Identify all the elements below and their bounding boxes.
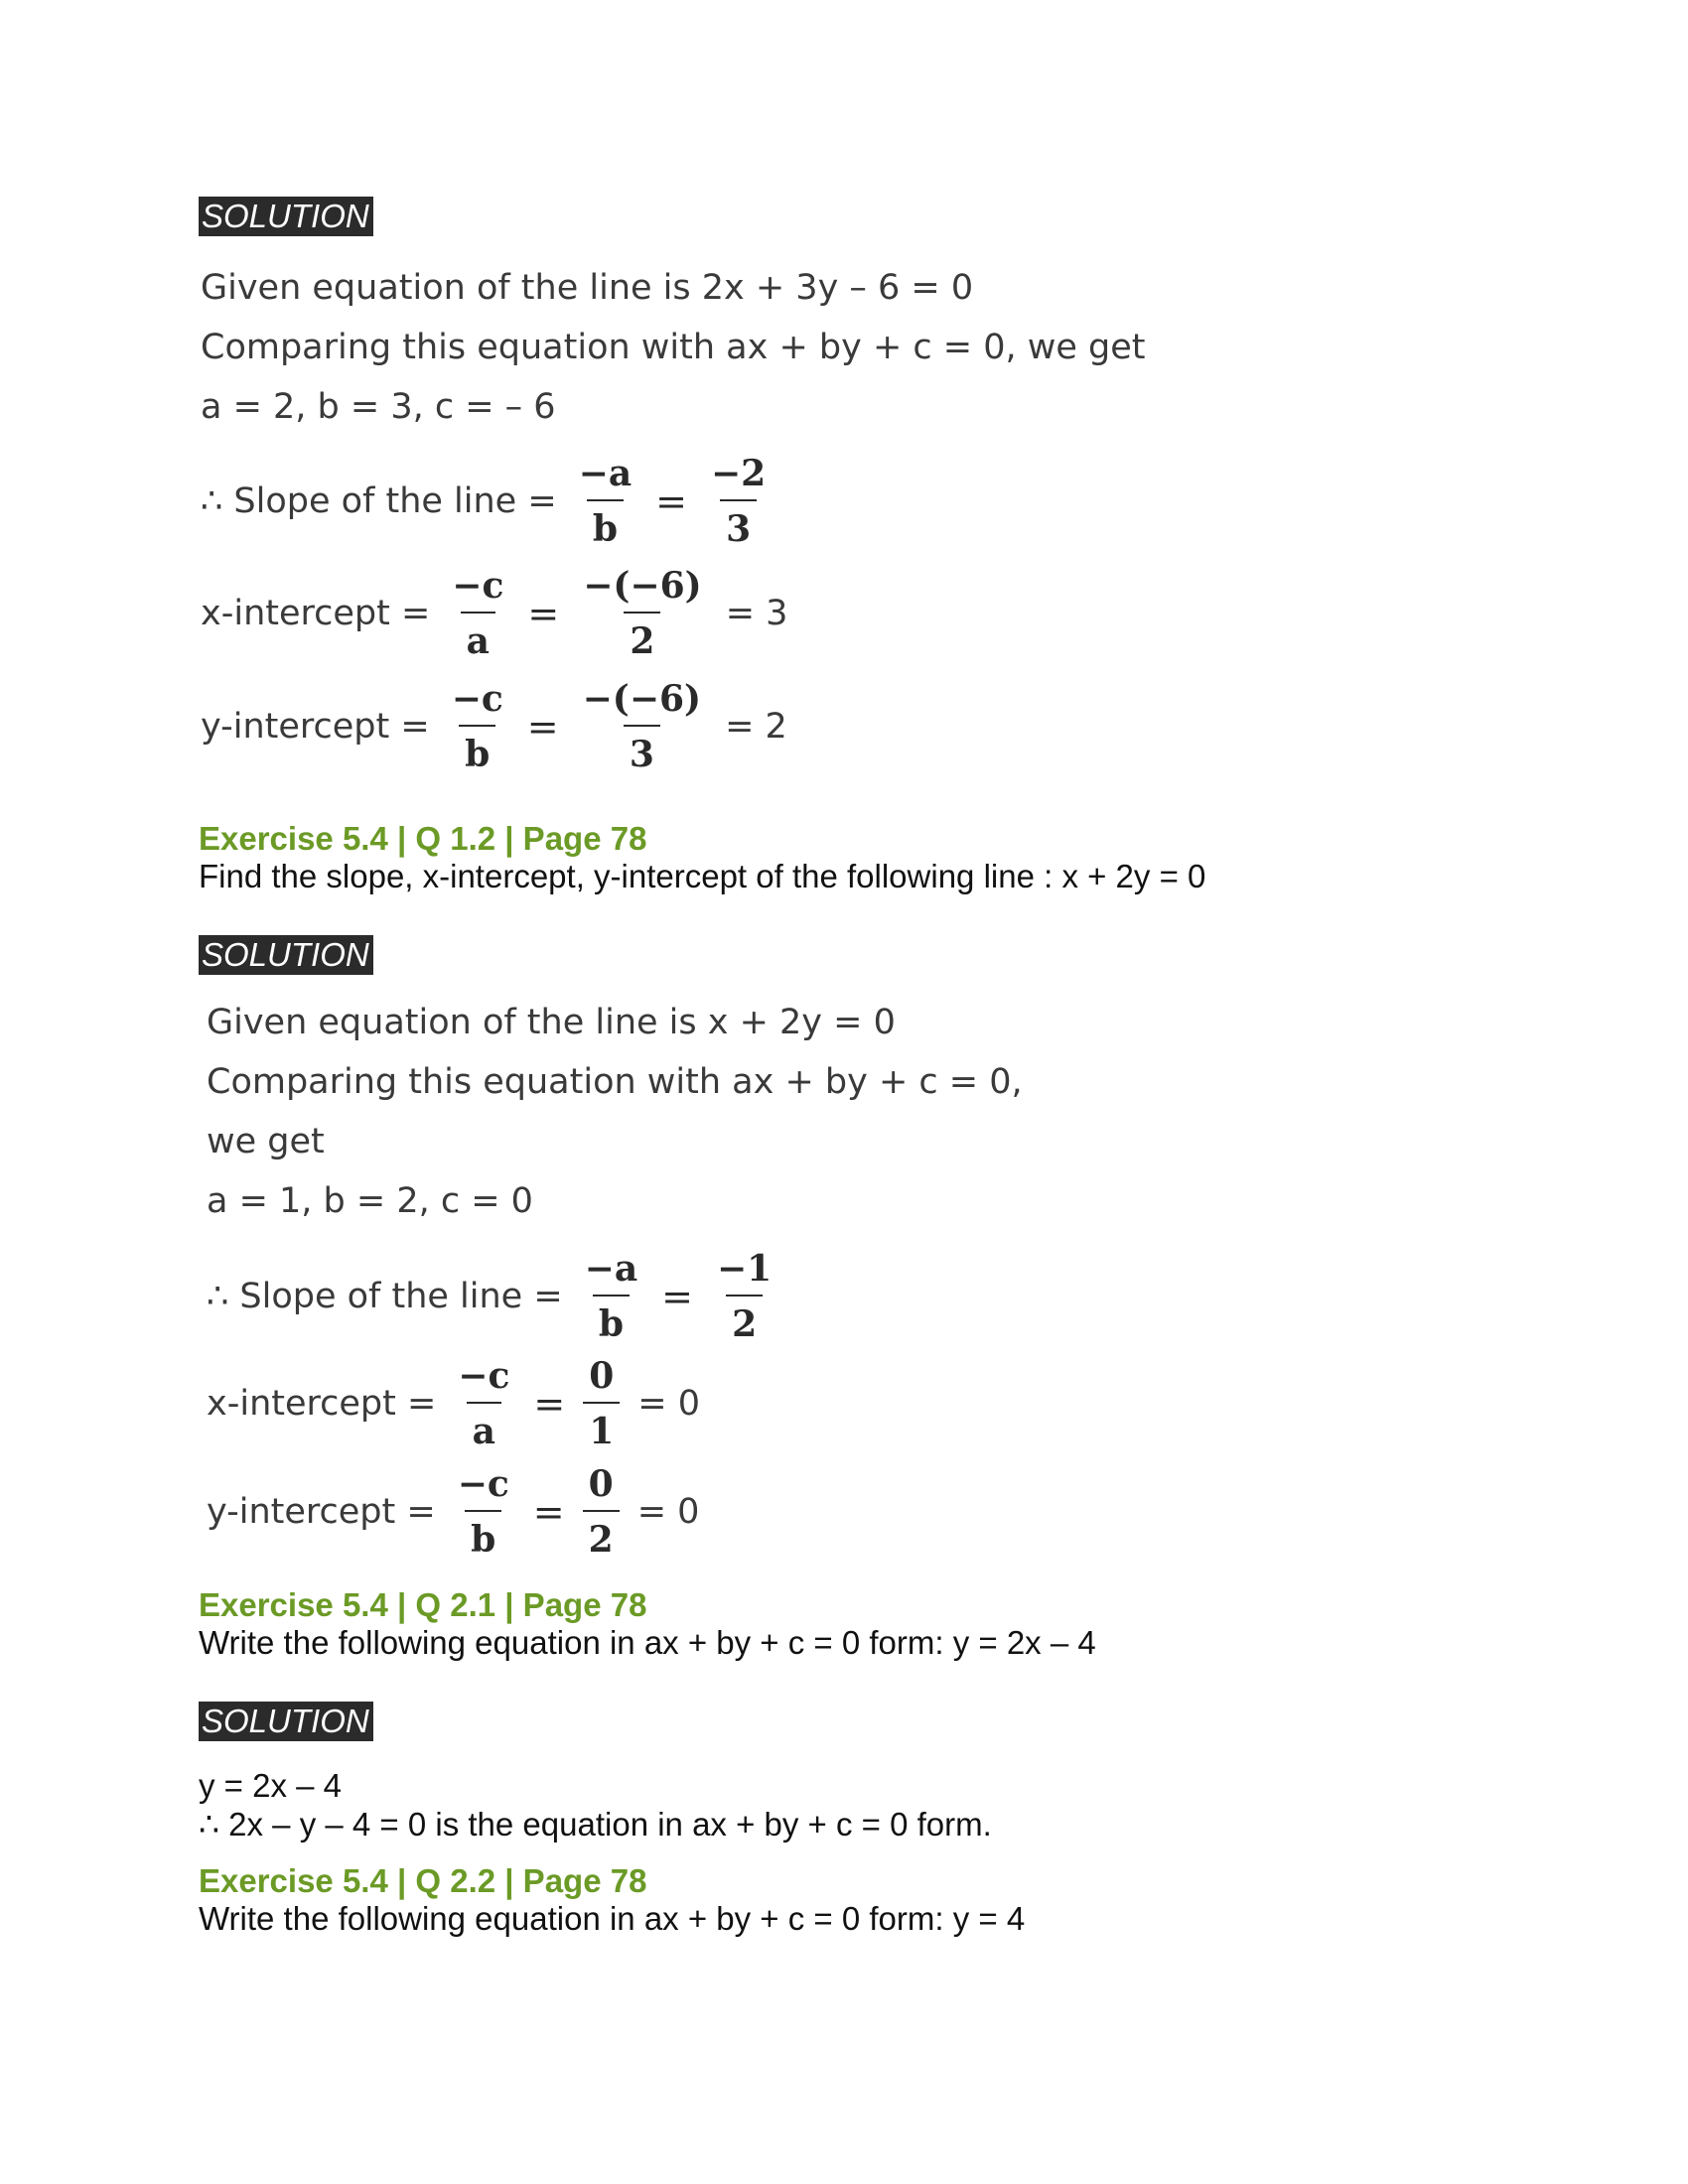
equation-label: y-intercept = — [201, 707, 430, 747]
numerator: −1 — [717, 1248, 773, 1290]
solution-line: Comparing this equation with ax + by + c = 0, we get — [201, 328, 1146, 367]
numerator: 0 — [589, 1355, 615, 1397]
exercise-heading: Exercise 5.4 | Q 2.2 | Page 78 — [199, 1862, 647, 1899]
solution-line: Given equation of the line is 2x + 3y – 6 = 0 — [201, 268, 974, 308]
slope-equation — [207, 1247, 787, 1346]
equals-sign: = — [527, 592, 560, 635]
numerator: −c — [457, 1463, 509, 1505]
fraction — [446, 564, 509, 663]
fraction — [573, 452, 638, 551]
fraction — [711, 1247, 777, 1346]
question-text: Write the following equation in ax + by + c = 0 form: y = 2x – 4 — [199, 1624, 1096, 1661]
equals-sign: = — [526, 705, 559, 749]
y-intercept-equation — [207, 1462, 699, 1562]
y-intercept-equation — [201, 677, 787, 776]
fraction — [579, 1247, 644, 1346]
equation-label: y-intercept = — [207, 1492, 436, 1532]
solution-line: ∴ 2x – y – 4 = 0 is the equation in ax + by + c = 0 form. — [199, 1806, 992, 1843]
denominator: b — [465, 1510, 501, 1562]
result: = 3 — [725, 594, 788, 633]
solution-line: Comparing this equation with ax + by + c = 0, — [207, 1062, 1023, 1102]
denominator: 3 — [720, 499, 757, 551]
exercise-heading: Exercise 5.4 | Q 1.2 | Page 78 — [199, 820, 647, 857]
x-intercept-equation — [201, 564, 787, 663]
numerator: 0 — [588, 1463, 614, 1505]
equation-label: x-intercept = — [207, 1384, 437, 1424]
numerator: −c — [458, 1355, 510, 1397]
denominator: b — [587, 499, 624, 551]
result: = 0 — [637, 1384, 701, 1424]
equals-sign: = — [532, 1490, 565, 1534]
numerator: −(−6) — [582, 678, 702, 720]
denominator: a — [467, 1402, 501, 1453]
solution-line: we get — [207, 1122, 325, 1161]
exercise-heading: Exercise 5.4 | Q 2.1 | Page 78 — [199, 1586, 647, 1623]
question-text: Write the following equation in ax + by + c = 0 form: y = 4 — [199, 1900, 1026, 1937]
numerator: −c — [451, 678, 503, 720]
fraction — [452, 1462, 515, 1562]
result: = 0 — [636, 1492, 700, 1532]
numerator: −(−6) — [583, 565, 702, 607]
slope-equation — [201, 452, 781, 551]
fraction — [446, 677, 509, 776]
equation-label: x-intercept = — [201, 594, 431, 633]
denominator: 2 — [726, 1295, 763, 1346]
fraction — [583, 1354, 620, 1453]
fraction — [577, 677, 707, 776]
numerator: −a — [578, 453, 633, 494]
equation-label: ∴ Slope of the line = — [207, 1277, 563, 1316]
solution-badge: SOLUTION — [199, 197, 373, 236]
denominator: b — [593, 1295, 630, 1346]
solution-line: y = 2x – 4 — [199, 1767, 343, 1804]
denominator: 1 — [583, 1402, 620, 1453]
solution-badge: SOLUTION — [199, 935, 373, 975]
equals-sign: = — [533, 1382, 566, 1426]
solution-line: a = 2, b = 3, c = – 6 — [201, 387, 556, 427]
equals-sign: = — [661, 1275, 694, 1318]
solution-line: Given equation of the line is x + 2y = 0 — [207, 1003, 896, 1042]
numerator: −2 — [711, 453, 767, 494]
question-text: Find the slope, x-intercept, y-intercept of the following line : x + 2y = 0 — [199, 858, 1206, 894]
x-intercept-equation — [207, 1354, 700, 1453]
denominator: 3 — [624, 725, 660, 776]
denominator: b — [459, 725, 495, 776]
numerator: −c — [452, 565, 504, 607]
fraction — [452, 1354, 515, 1453]
fraction — [577, 564, 707, 663]
fraction — [583, 1462, 620, 1562]
result: = 2 — [725, 707, 787, 747]
numerator: −a — [584, 1248, 638, 1290]
fraction — [705, 452, 772, 551]
denominator: 2 — [583, 1510, 620, 1562]
equation-label: ∴ Slope of the line = — [201, 481, 557, 521]
solution-line: a = 1, b = 2, c = 0 — [207, 1181, 533, 1221]
equals-sign: = — [655, 479, 688, 523]
denominator: a — [461, 612, 495, 663]
denominator: 2 — [624, 612, 660, 663]
solution-badge: SOLUTION — [199, 1702, 373, 1741]
